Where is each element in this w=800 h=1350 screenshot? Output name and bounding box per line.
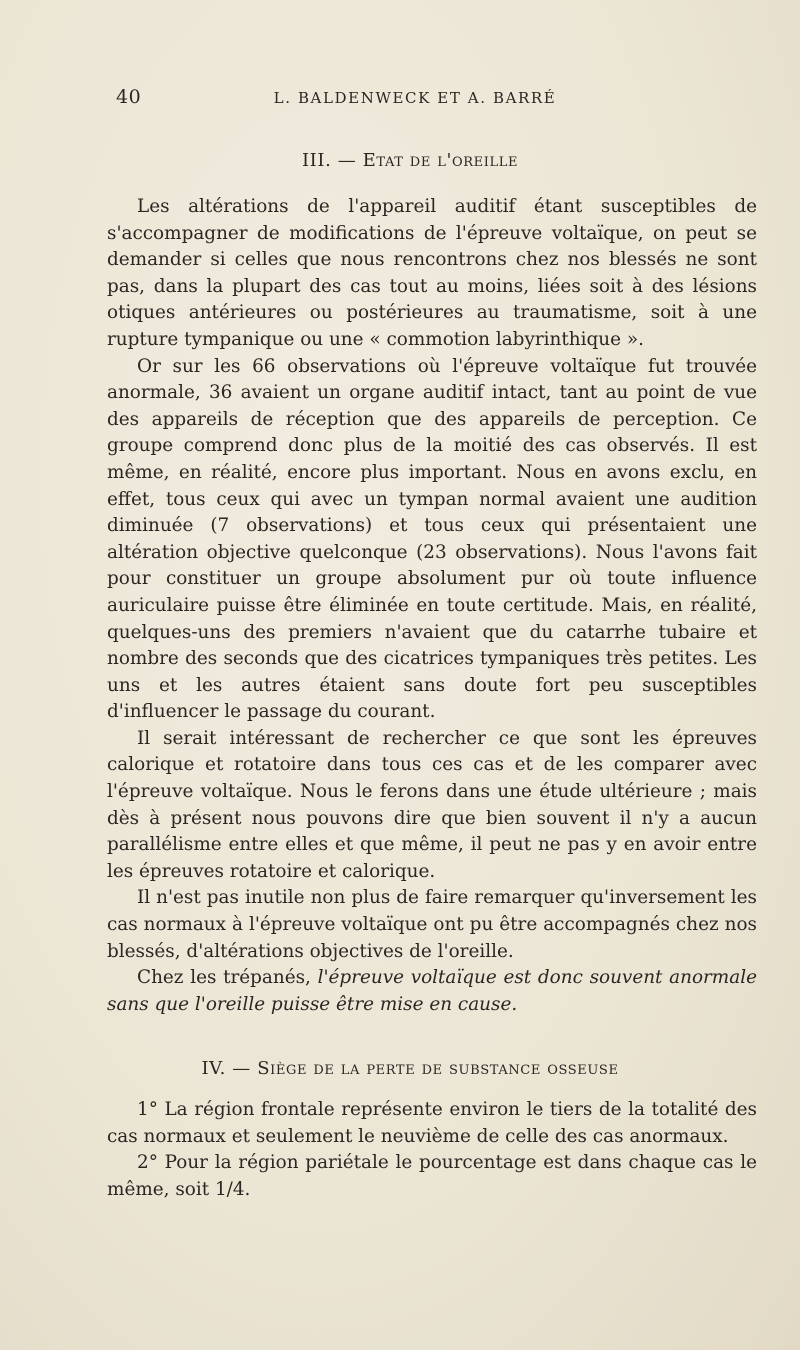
section-4-body [107, 1097, 757, 1203]
conclusion-paragraph [107, 965, 757, 1018]
paragraph: Il n'est pas inutile non plus de faire remarquer qu'inversement les cas normaux à l'épreuve voltaïque ont pu être accompagnés chez nos blessés, d'altérations objectives de l'oreille. [107, 887, 757, 962]
conclusion-prefix: Chez les trépanés, [137, 967, 311, 989]
running-head: L. BALDENWECK ET A. BARRÉ [273, 89, 557, 107]
section-number: III. — [301, 150, 357, 171]
section-3-body [107, 194, 757, 1018]
paragraph: 2° Pour la région pariétale le pourcentage est dans chaque cas le même, soit 1/4. [107, 1152, 757, 1200]
page-number: 40 [116, 86, 142, 108]
paragraph: Les altérations de l'appareil auditif étant susceptibles de s'accompagner de modifications de l'épreuve voltaïque, on peut se demander si celles que nous rencontrons chez nos blessés ne sont pas, dans la plupart des cas tout au moins, liées soit à des lésions otiques antérieures ou postérieures au traumatisme, soit à une rupture tympanique ou une « commotion labyrinthique ». [107, 196, 757, 350]
paragraph: Or sur les 66 observations où l'épreuve voltaïque fut trouvée anormale, 36 avaient un organe auditif intact, tant au point de vue des appareils de réception que des appareils de perception. Ce groupe comprend donc plus de la moitié des cas observés. Il est même, en réalité, encore plus important. Nous en avons exclu, en effet, tous ceux qui avec un tympan normal avaient une audition diminuée (7 observations) et tous ceux qui présentaient une altération objective quelconque (23 observations). Nous l'avons fait pour constituer un groupe absolument pur où toute influence auriculaire puisse être éliminée en toute certitude. Mais, en réalité, quelques-uns des premiers n'avaient que du catarrhe tubaire et nombre des seconds que des cicatrices tympaniques très petites. Les uns et les autres étaient sans doute fort peu susceptibles d'influencer le passage du courant. [107, 355, 757, 723]
section-title: Etat de l'oreille [362, 150, 519, 171]
paragraph: 1° La région frontale représente environ le tiers de la totalité des cas normaux et seulement le neuvième de celle des cas anormaux. [107, 1099, 757, 1147]
section-heading-3 [0, 150, 800, 171]
section-title: Siège de la perte de substance osseuse [257, 1058, 619, 1079]
conclusion-italic: l'épreuve voltaïque est donc souvent anormale sans que l'oreille puisse être mise en cause. [107, 967, 757, 1015]
section-number: IV. — [201, 1058, 251, 1079]
paragraph: Il serait intéressant de rechercher ce que sont les épreuves calorique et rotatoire dans tous ces cas et de les comparer avec l'épreuve voltaïque. Nous le ferons dans une étude ultérieure ; mais dès à présent nous pouvons dire que bien souvent il n'y a aucun parallélisme entre elles et que même, il peut ne pas y en avoir entre les épreuves rotatoire et calorique. [107, 727, 757, 882]
section-heading-4 [0, 1058, 800, 1079]
